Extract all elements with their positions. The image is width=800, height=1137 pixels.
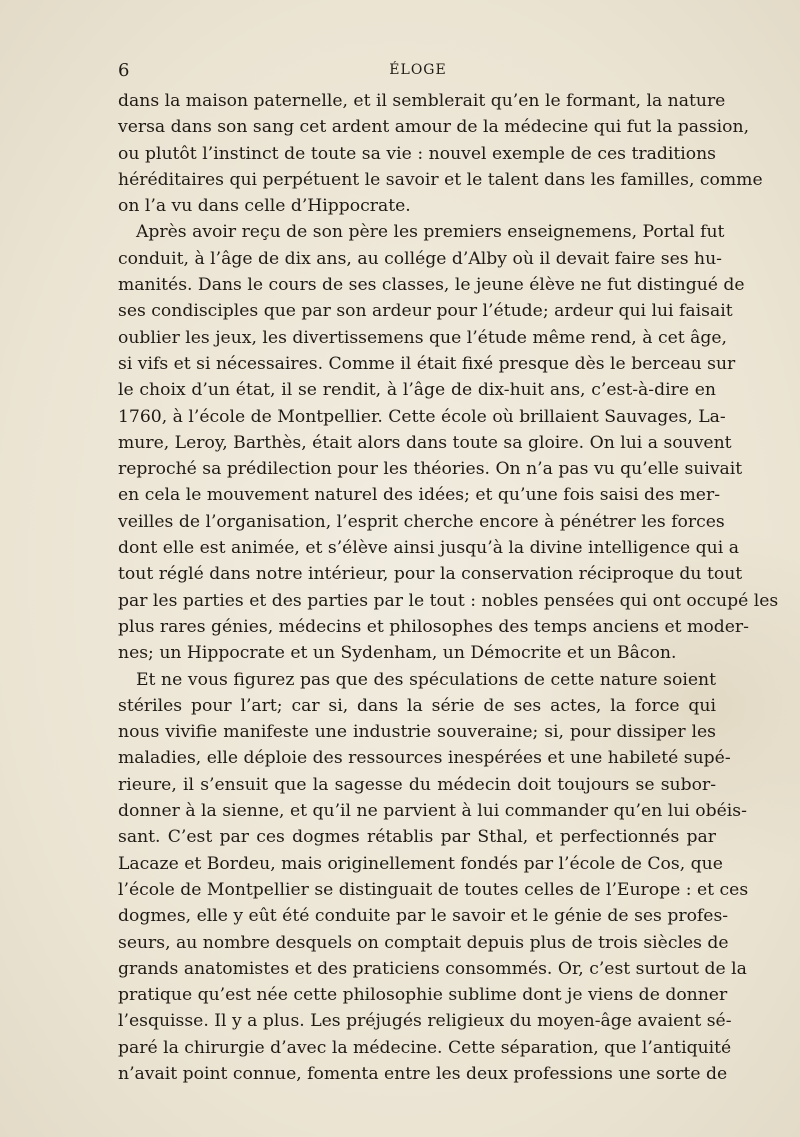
text-line: rieure, il s’ensuit que la sagesse du médecin doit toujours se subor- [118,774,716,795]
running-title: ÉLOGE [389,62,447,78]
text-line: n’avait point connue, fomenta entre les deux professions une sorte de [118,1063,728,1084]
text-line: en cela le mouvement naturel des idées; et qu’une fois saisi des mer- [118,485,720,506]
text-line: ses condisciples que par son ardeur pour l’étude; ardeur qui lui faisait [118,301,733,322]
text-line: pratique qu’est née cette philosophie sublime dont je viens de donner [118,985,728,1006]
text-line: maladies, elle déploie des ressources inespérées et une habileté supé- [118,748,731,769]
text-line: Et ne vous figurez pas que des spéculations de cette nature soient [136,669,716,690]
text-line: héréditaires qui perpétuent le savoir et le talent dans les familles, comme [118,169,763,190]
running-head [118,60,718,84]
text-line: seurs, au nombre desquels on comptait depuis plus de trois siècles de [118,932,729,953]
text-line: Après avoir reçu de son père les premiers enseignemens, Portal fut [136,222,725,243]
text-line: l’esquisse. Il y a plus. Les préjugés religieux du moyen-âge avaient sé- [118,1011,732,1032]
text-line: donner à la sienne, et qu’il ne parvient à lui commander qu’en lui obéis- [118,801,747,822]
text-line: Lacaze et Bordeu, mais originellement fondés par l’école de Cos, que [118,853,723,874]
text-line: dogmes, elle y eût été conduite par le savoir et le génie de ses profes- [118,906,729,927]
text-line: oublier les jeux, les divertissemens que l’étude même rend, à cet âge, [118,327,727,348]
text-line: on l’a vu dans celle d’Hippocrate. [118,196,411,217]
text-line: manités. Dans le cours de ses classes, le jeune élève ne fut distingué de [118,275,745,296]
text-line: mure, Leroy, Barthès, était alors dans toute sa gloire. On lui a souvent [118,432,732,453]
text-line: dont elle est animée, et s’élève ainsi jusqu’à la divine intelligence qui a [118,538,739,559]
text-line: versa dans son sang cet ardent amour de la médecine qui fut la passion, [118,117,750,138]
text-line: ou plutôt l’instinct de toute sa vie : nouvel exemple de ces traditions [118,143,716,164]
text-line: dans la maison paternelle, et il semblerait qu’en le formant, la nature [118,91,726,111]
text-line: grands anatomistes et des praticiens consommés. Or, c’est surtout de la [118,958,747,979]
text-line: sant. C’est par ces dogmes rétablis par Sthal, et perfectionnés par [118,827,716,848]
text-line: reproché sa prédilection pour les théories. On n’a pas vu qu’elle suivait [118,459,743,480]
text-line: veilles de l’organisation, l’esprit cherche encore à pénétrer les forces [118,511,725,532]
text-line: par les parties et des parties par le tout : nobles pensées qui ont occupé les [118,590,779,611]
text-line: tout réglé dans notre intérieur, pour la conservation réciproque du tout [118,564,743,585]
body-text [118,88,779,1087]
text-line: nous vivifie manifeste une industrie souveraine; si, pour dissiper les [118,722,716,743]
text-line: si vifs et si nécessaires. Comme il était fixé presque dès le berceau sur [118,353,736,374]
text-line: le choix d’un état, il se rendit, à l’âge de dix-huit ans, c’est-à-dire en [118,380,716,401]
text-line: conduit, à l’âge de dix ans, au collége d’Alby où il devait faire ses hu- [118,248,722,269]
text-line: stériles pour l’art; car si, dans la série de ses actes, la force qui [118,695,716,716]
text-line: paré la chirurgie d’avec la médecine. Cette séparation, que l’antiquité [118,1037,732,1058]
text-line: nes; un Hippocrate et un Sydenham, un Démocrite et un Bâcon. [118,643,677,664]
page-number: 6 [118,60,130,81]
text-line: plus rares génies, médecins et philosophes des temps anciens et moder- [118,616,749,637]
text-line: l’école de Montpellier se distinguait de toutes celles de l’Europe : et ces [118,879,749,900]
text-line: 1760, à l’école de Montpellier. Cette école où brillaient Sauvages, La- [118,406,726,427]
